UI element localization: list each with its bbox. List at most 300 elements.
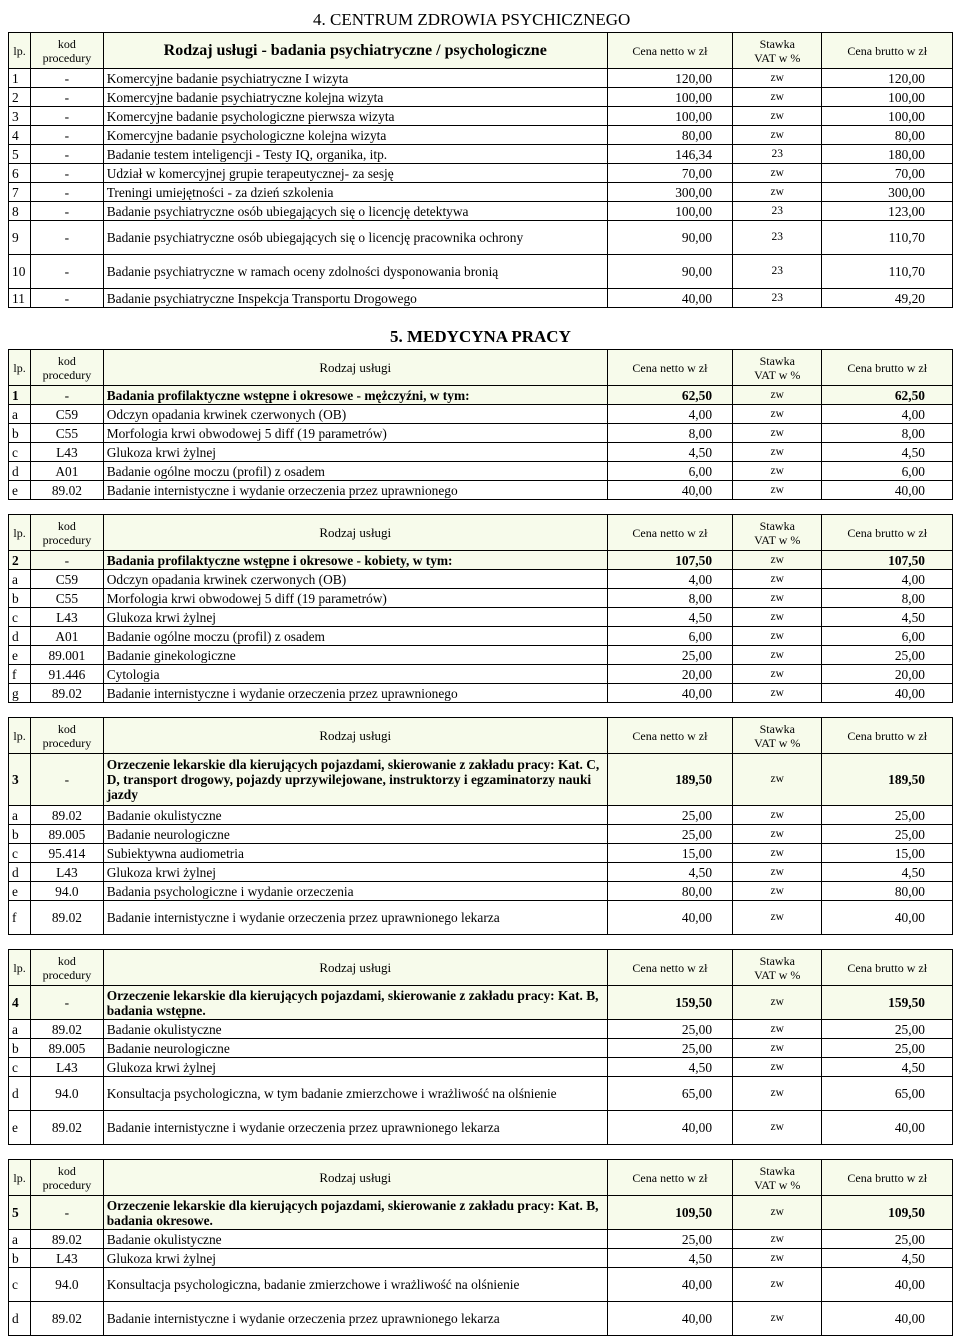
row-vat: zw [733, 844, 822, 863]
row-vat: zw [733, 1077, 822, 1111]
section-title: 4. CENTRUM ZDROWIA PSYCHICZNEGO [313, 10, 631, 29]
header-service [103, 33, 607, 69]
row-kod: 91.446 [31, 665, 104, 684]
header-service [103, 350, 607, 386]
row-kod: - [31, 107, 104, 126]
row-service-name: Badanie okulistyczne [103, 1230, 607, 1249]
row-price-netto: 6,00 [607, 627, 732, 646]
row-price-netto: 40,00 [607, 1111, 732, 1145]
table-row [9, 69, 953, 88]
row-price-netto: 25,00 [607, 646, 732, 665]
row-price-brutto: 80,00 [822, 126, 953, 145]
row-lp: 11 [9, 289, 31, 308]
row-lp: 5 [9, 145, 31, 164]
row-service-name: Badanie internistyczne i wydanie orzeczenia przez uprawnionego [103, 684, 607, 703]
row-lp: 1 [9, 386, 31, 405]
row-lp: 2 [9, 88, 31, 107]
row-lp: a [9, 405, 31, 424]
row-kod: L43 [31, 1058, 104, 1077]
table-header-row [9, 515, 953, 551]
row-kod: - [31, 145, 104, 164]
summary-row [9, 386, 953, 405]
row-kod: 89.02 [31, 684, 104, 703]
header-brutto: Cena brutto w zł [822, 718, 953, 754]
table-row [9, 405, 953, 424]
header-kod-line-1: kod [57, 518, 76, 533]
row-vat: zw [733, 646, 822, 665]
summary-row [9, 551, 953, 570]
header-vat-line-2: VAT w % [754, 1177, 801, 1192]
row-vat: 23 [733, 221, 822, 255]
row-vat: zw [733, 462, 822, 481]
row-price-netto: 80,00 [607, 126, 732, 145]
row-kod: - [31, 754, 104, 806]
row-price-brutto: 40,00 [822, 1268, 953, 1302]
row-service-name: Badanie internistyczne i wydanie orzeczenia przez uprawnionego lekarza [103, 901, 607, 935]
row-vat: zw [733, 386, 822, 405]
row-vat: zw [733, 481, 822, 500]
row-lp: 9 [9, 221, 31, 255]
row-vat: zw [733, 825, 822, 844]
row-lp: e [9, 481, 31, 500]
row-price-netto: 80,00 [607, 882, 732, 901]
row-vat: zw [733, 551, 822, 570]
header-service-label: Rodzaj usługi - badania psychiatryczne / psychologiczne [163, 41, 547, 59]
row-service-name: Orzeczenie lekarskie dla kierujących pojazdami, skierowanie z zakładu pracy: Kat. B, badania okresowe. [103, 1196, 607, 1230]
row-vat: zw [733, 183, 822, 202]
table-row [9, 1058, 953, 1077]
summary-row [9, 1196, 953, 1230]
row-service-name: Badanie psychiatryczne Inspekcja Transportu Drogowego [103, 289, 607, 308]
row-price-netto: 4,50 [607, 608, 732, 627]
table-row [9, 627, 953, 646]
row-price-brutto: 40,00 [822, 1302, 953, 1336]
row-service-name: Komercyjne badanie psychiatryczne kolejna wizyta [103, 88, 607, 107]
row-vat: zw [733, 443, 822, 462]
table-row [9, 221, 953, 255]
header-lp: lp. [9, 515, 31, 551]
table-row [9, 863, 953, 882]
row-price-brutto: 40,00 [822, 684, 953, 703]
row-price-brutto: 4,50 [822, 1249, 953, 1268]
header-brutto: Cena brutto w zł [822, 1160, 953, 1196]
row-price-brutto: 25,00 [822, 1039, 953, 1058]
row-kod: C59 [31, 570, 104, 589]
row-vat: zw [733, 405, 822, 424]
row-service-name: Komercyjne badanie psychologiczne pierwsza wizyta [103, 107, 607, 126]
header-kod [31, 33, 104, 69]
row-kod: - [31, 289, 104, 308]
row-vat: zw [733, 882, 822, 901]
row-service-name: Badanie neurologiczne [103, 825, 607, 844]
row-vat: zw [733, 863, 822, 882]
row-service-name: Badanie internistyczne i wydanie orzeczenia przez uprawnionego lekarza [103, 1111, 607, 1145]
row-service-name: Glukoza krwi żylnej [103, 443, 607, 462]
row-vat: zw [733, 627, 822, 646]
row-vat: zw [733, 1302, 822, 1336]
row-vat: zw [733, 665, 822, 684]
row-vat: zw [733, 608, 822, 627]
row-lp: b [9, 1249, 31, 1268]
table-row [9, 1230, 953, 1249]
row-price-netto: 159,50 [607, 986, 732, 1020]
row-price-brutto: 25,00 [822, 1230, 953, 1249]
header-vat-line-1: Stawka [759, 1163, 795, 1178]
table-row [9, 882, 953, 901]
row-vat: zw [733, 69, 822, 88]
row-price-netto: 109,50 [607, 1196, 732, 1230]
row-price-brutto: 189,50 [822, 754, 953, 806]
row-kod: C59 [31, 405, 104, 424]
table-row [9, 202, 953, 221]
row-lp: f [9, 901, 31, 935]
table-header-row [9, 718, 953, 754]
row-service-name: Odczyn opadania krwinek czerwonych (OB) [103, 570, 607, 589]
row-kod: - [31, 126, 104, 145]
row-service-name: Orzeczenie lekarskie dla kierujących pojazdami, skierowanie z zakładu pracy: Kat. B, badania wstępne. [103, 986, 607, 1020]
row-price-brutto: 20,00 [822, 665, 953, 684]
row-lp: 2 [9, 551, 31, 570]
table-row [9, 1077, 953, 1111]
row-price-netto: 40,00 [607, 1268, 732, 1302]
table-row [9, 806, 953, 825]
row-price-brutto: 110,70 [822, 255, 953, 289]
row-service-name: Badanie internistyczne i wydanie orzeczenia przez uprawnionego [103, 481, 607, 500]
row-lp: c [9, 1268, 31, 1302]
row-price-brutto: 70,00 [822, 164, 953, 183]
header-kod-line-1: kod [57, 353, 76, 368]
row-service-name: Udział w komercyjnej grupie terapeutycznej- za sesję [103, 164, 607, 183]
row-vat: zw [733, 570, 822, 589]
header-netto: Cena netto w zł [607, 1160, 732, 1196]
row-vat: zw [733, 88, 822, 107]
row-service-name: Komercyjne badanie psychologiczne kolejna wizyta [103, 126, 607, 145]
table-row [9, 1039, 953, 1058]
row-kod: 95.414 [31, 844, 104, 863]
row-lp: b [9, 589, 31, 608]
row-kod: 94.0 [31, 882, 104, 901]
row-kod: - [31, 551, 104, 570]
row-service-name: Badanie internistyczne i wydanie orzeczenia przez uprawnionego lekarza [103, 1302, 607, 1336]
row-price-netto: 25,00 [607, 806, 732, 825]
row-kod: 89.02 [31, 1230, 104, 1249]
row-price-netto: 40,00 [607, 901, 732, 935]
row-kod: 89.02 [31, 1111, 104, 1145]
header-vat-line-1: Stawka [759, 518, 795, 533]
row-vat: zw [733, 901, 822, 935]
header-kod [31, 515, 104, 551]
table-row [9, 255, 953, 289]
row-kod: L43 [31, 443, 104, 462]
row-kod: C55 [31, 589, 104, 608]
header-vat [733, 1160, 822, 1196]
row-vat: zw [733, 986, 822, 1020]
row-price-netto: 4,50 [607, 443, 732, 462]
row-lp: c [9, 608, 31, 627]
row-kod: 89.005 [31, 825, 104, 844]
header-vat-line-2: VAT w % [754, 50, 801, 65]
row-price-netto: 4,50 [607, 1058, 732, 1077]
row-kod: - [31, 386, 104, 405]
row-lp: b [9, 1039, 31, 1058]
header-vat-line-2: VAT w % [754, 367, 801, 382]
row-service-name: Glukoza krwi żylnej [103, 1249, 607, 1268]
table-row [9, 608, 953, 627]
row-service-name: Badanie testem inteligencji - Testy IQ, organika, itp. [103, 145, 607, 164]
header-kod [31, 718, 104, 754]
header-kod-line-2: procedury [42, 1177, 92, 1192]
row-price-brutto: 25,00 [822, 806, 953, 825]
row-vat: zw [733, 589, 822, 608]
row-price-netto: 100,00 [607, 107, 732, 126]
row-kod: A01 [31, 462, 104, 481]
row-service-name: Badanie psychiatryczne osób ubiegających się o licencję pracownika ochrony [103, 221, 607, 255]
row-kod: 89.02 [31, 806, 104, 825]
row-price-brutto: 110,70 [822, 221, 953, 255]
price-table-block-2 [8, 514, 953, 703]
row-price-brutto: 4,00 [822, 405, 953, 424]
row-lp: a [9, 1020, 31, 1039]
header-vat-line-1: Stawka [759, 353, 795, 368]
row-service-name: Orzeczenie lekarskie dla kierujących pojazdami, skierowanie z zakładu pracy: Kat. C, D, transport drogowy, pojazdy uprzywilejowane, instruktorzy i egzaminatorzy nauki jazdy [103, 754, 607, 806]
header-netto: Cena netto w zł [607, 33, 732, 69]
header-kod-line-2: procedury [42, 532, 92, 547]
table-header-row [9, 350, 953, 386]
row-price-brutto: 107,50 [822, 551, 953, 570]
row-lp: c [9, 844, 31, 863]
row-service-name: Morfologia krwi obwodowej 5 diff (19 parametrów) [103, 589, 607, 608]
row-lp: 4 [9, 986, 31, 1020]
row-price-netto: 120,00 [607, 69, 732, 88]
row-vat: zw [733, 1111, 822, 1145]
header-vat-line-1: Stawka [759, 721, 795, 736]
row-kod: - [31, 255, 104, 289]
header-kod-line-2: procedury [42, 367, 92, 382]
row-vat: 23 [733, 145, 822, 164]
row-price-brutto: 8,00 [822, 424, 953, 443]
table-row [9, 88, 953, 107]
row-service-name: Badanie okulistyczne [103, 1020, 607, 1039]
row-lp: b [9, 825, 31, 844]
row-vat: zw [733, 107, 822, 126]
row-vat: zw [733, 1039, 822, 1058]
table-row [9, 424, 953, 443]
row-price-brutto: 40,00 [822, 481, 953, 500]
header-service-label: Rodzaj usługi [319, 727, 392, 743]
row-price-netto: 20,00 [607, 665, 732, 684]
row-price-netto: 15,00 [607, 844, 732, 863]
row-kod: - [31, 88, 104, 107]
table-row [9, 1302, 953, 1336]
row-kod: - [31, 69, 104, 88]
row-service-name: Cytologia [103, 665, 607, 684]
row-lp: d [9, 863, 31, 882]
row-kod: 89.001 [31, 646, 104, 665]
row-kod: 89.005 [31, 1039, 104, 1058]
header-kod [31, 950, 104, 986]
row-lp: 5 [9, 1196, 31, 1230]
row-price-brutto: 4,50 [822, 443, 953, 462]
row-price-brutto: 25,00 [822, 1020, 953, 1039]
row-lp: a [9, 1230, 31, 1249]
row-price-netto: 4,50 [607, 1249, 732, 1268]
row-price-netto: 40,00 [607, 289, 732, 308]
row-lp: e [9, 882, 31, 901]
row-price-brutto: 180,00 [822, 145, 953, 164]
header-brutto: Cena brutto w zł [822, 350, 953, 386]
row-price-netto: 100,00 [607, 88, 732, 107]
row-lp: g [9, 684, 31, 703]
table-row [9, 462, 953, 481]
header-lp: lp. [9, 350, 31, 386]
row-service-name: Badanie psychiatryczne w ramach oceny zdolności dysponowania bronią [103, 255, 607, 289]
row-kod: 94.0 [31, 1268, 104, 1302]
header-vat-line-2: VAT w % [754, 735, 801, 750]
row-price-brutto: 159,50 [822, 986, 953, 1020]
row-kod: - [31, 183, 104, 202]
row-price-netto: 4,50 [607, 863, 732, 882]
table-header-row [9, 33, 953, 69]
header-service-label: Rodzaj usługi [319, 959, 392, 975]
row-lp: c [9, 443, 31, 462]
row-vat: zw [733, 126, 822, 145]
row-kod: - [31, 1196, 104, 1230]
row-service-name: Glukoza krwi żylnej [103, 608, 607, 627]
header-vat [733, 33, 822, 69]
header-kod-line-2: procedury [42, 735, 92, 750]
row-price-brutto: 25,00 [822, 646, 953, 665]
row-price-netto: 8,00 [607, 589, 732, 608]
header-service [103, 718, 607, 754]
row-price-netto: 4,00 [607, 405, 732, 424]
row-price-brutto: 4,50 [822, 608, 953, 627]
header-kod [31, 350, 104, 386]
row-price-netto: 100,00 [607, 202, 732, 221]
row-price-brutto: 4,00 [822, 570, 953, 589]
row-price-netto: 90,00 [607, 221, 732, 255]
row-price-netto: 40,00 [607, 481, 732, 500]
price-table-block-4 [8, 949, 953, 1145]
row-price-netto: 40,00 [607, 1302, 732, 1336]
row-service-name: Odczyn opadania krwinek czerwonych (OB) [103, 405, 607, 424]
row-service-name: Badanie neurologiczne [103, 1039, 607, 1058]
table-row [9, 443, 953, 462]
table-row [9, 1020, 953, 1039]
row-price-brutto: 15,00 [822, 844, 953, 863]
row-kod: 94.0 [31, 1077, 104, 1111]
table-row [9, 107, 953, 126]
row-kod: L43 [31, 608, 104, 627]
table-row [9, 1249, 953, 1268]
row-kod: A01 [31, 627, 104, 646]
price-table-block-5 [8, 1159, 953, 1336]
row-price-brutto: 40,00 [822, 1111, 953, 1145]
header-kod-line-2: procedury [42, 50, 92, 65]
header-brutto: Cena brutto w zł [822, 515, 953, 551]
row-price-netto: 189,50 [607, 754, 732, 806]
header-kod-line-2: procedury [42, 967, 92, 982]
row-service-name: Morfologia krwi obwodowej 5 diff (19 parametrów) [103, 424, 607, 443]
row-price-brutto: 123,00 [822, 202, 953, 221]
row-price-brutto: 120,00 [822, 69, 953, 88]
row-price-netto: 25,00 [607, 1230, 732, 1249]
row-vat: zw [733, 684, 822, 703]
header-kod-line-1: kod [57, 953, 76, 968]
table-row [9, 684, 953, 703]
summary-row [9, 986, 953, 1020]
header-vat [733, 718, 822, 754]
row-price-brutto: 80,00 [822, 882, 953, 901]
header-service [103, 1160, 607, 1196]
row-lp: 3 [9, 107, 31, 126]
row-service-name: Konsultacja psychologiczna, w tym badanie zmierzchowe i wrażliwość na olśnienie [103, 1077, 607, 1111]
table-row [9, 1268, 953, 1302]
row-kod: - [31, 986, 104, 1020]
price-table-block-1 [8, 349, 953, 500]
row-kod: 89.02 [31, 1302, 104, 1336]
row-vat: 23 [733, 202, 822, 221]
row-lp: a [9, 570, 31, 589]
header-kod-line-1: kod [57, 36, 76, 51]
header-lp: lp. [9, 718, 31, 754]
row-price-brutto: 8,00 [822, 589, 953, 608]
header-netto: Cena netto w zł [607, 515, 732, 551]
row-lp: d [9, 1302, 31, 1336]
row-lp: 3 [9, 754, 31, 806]
row-price-brutto: 100,00 [822, 107, 953, 126]
row-price-netto: 25,00 [607, 1020, 732, 1039]
row-price-netto: 25,00 [607, 1039, 732, 1058]
table-row [9, 570, 953, 589]
header-brutto: Cena brutto w zł [822, 33, 953, 69]
row-vat: 23 [733, 289, 822, 308]
row-vat: zw [733, 1230, 822, 1249]
row-service-name: Badanie ogólne moczu (profil) z osadem [103, 627, 607, 646]
row-price-netto: 40,00 [607, 684, 732, 703]
row-service-name: Konsultacja psychologiczna, badanie zmierzchowe i wrażliwość na olśnienie [103, 1268, 607, 1302]
row-lp: 7 [9, 183, 31, 202]
row-service-name: Badanie okulistyczne [103, 806, 607, 825]
row-kod: C55 [31, 424, 104, 443]
price-table-psych [8, 32, 953, 308]
table-row [9, 665, 953, 684]
header-vat [733, 350, 822, 386]
row-price-netto: 300,00 [607, 183, 732, 202]
row-service-name: Glukoza krwi żylnej [103, 863, 607, 882]
row-vat: zw [733, 1196, 822, 1230]
header-lp: lp. [9, 1160, 31, 1196]
row-lp: 6 [9, 164, 31, 183]
row-service-name: Glukoza krwi żylnej [103, 1058, 607, 1077]
table-header-row [9, 950, 953, 986]
row-lp: e [9, 646, 31, 665]
row-price-brutto: 65,00 [822, 1077, 953, 1111]
header-vat-line-1: Stawka [759, 953, 795, 968]
table-row [9, 164, 953, 183]
price-table-block-3 [8, 717, 953, 935]
table-header-row [9, 1160, 953, 1196]
table-row [9, 589, 953, 608]
row-lp: b [9, 424, 31, 443]
row-price-netto: 90,00 [607, 255, 732, 289]
header-kod [31, 1160, 104, 1196]
row-service-name: Badanie psychiatryczne osób ubiegających się o licencję detektywa [103, 202, 607, 221]
row-lp: c [9, 1058, 31, 1077]
header-vat [733, 515, 822, 551]
row-price-netto: 70,00 [607, 164, 732, 183]
header-service-label: Rodzaj usługi [319, 1169, 392, 1185]
row-vat: zw [733, 1020, 822, 1039]
